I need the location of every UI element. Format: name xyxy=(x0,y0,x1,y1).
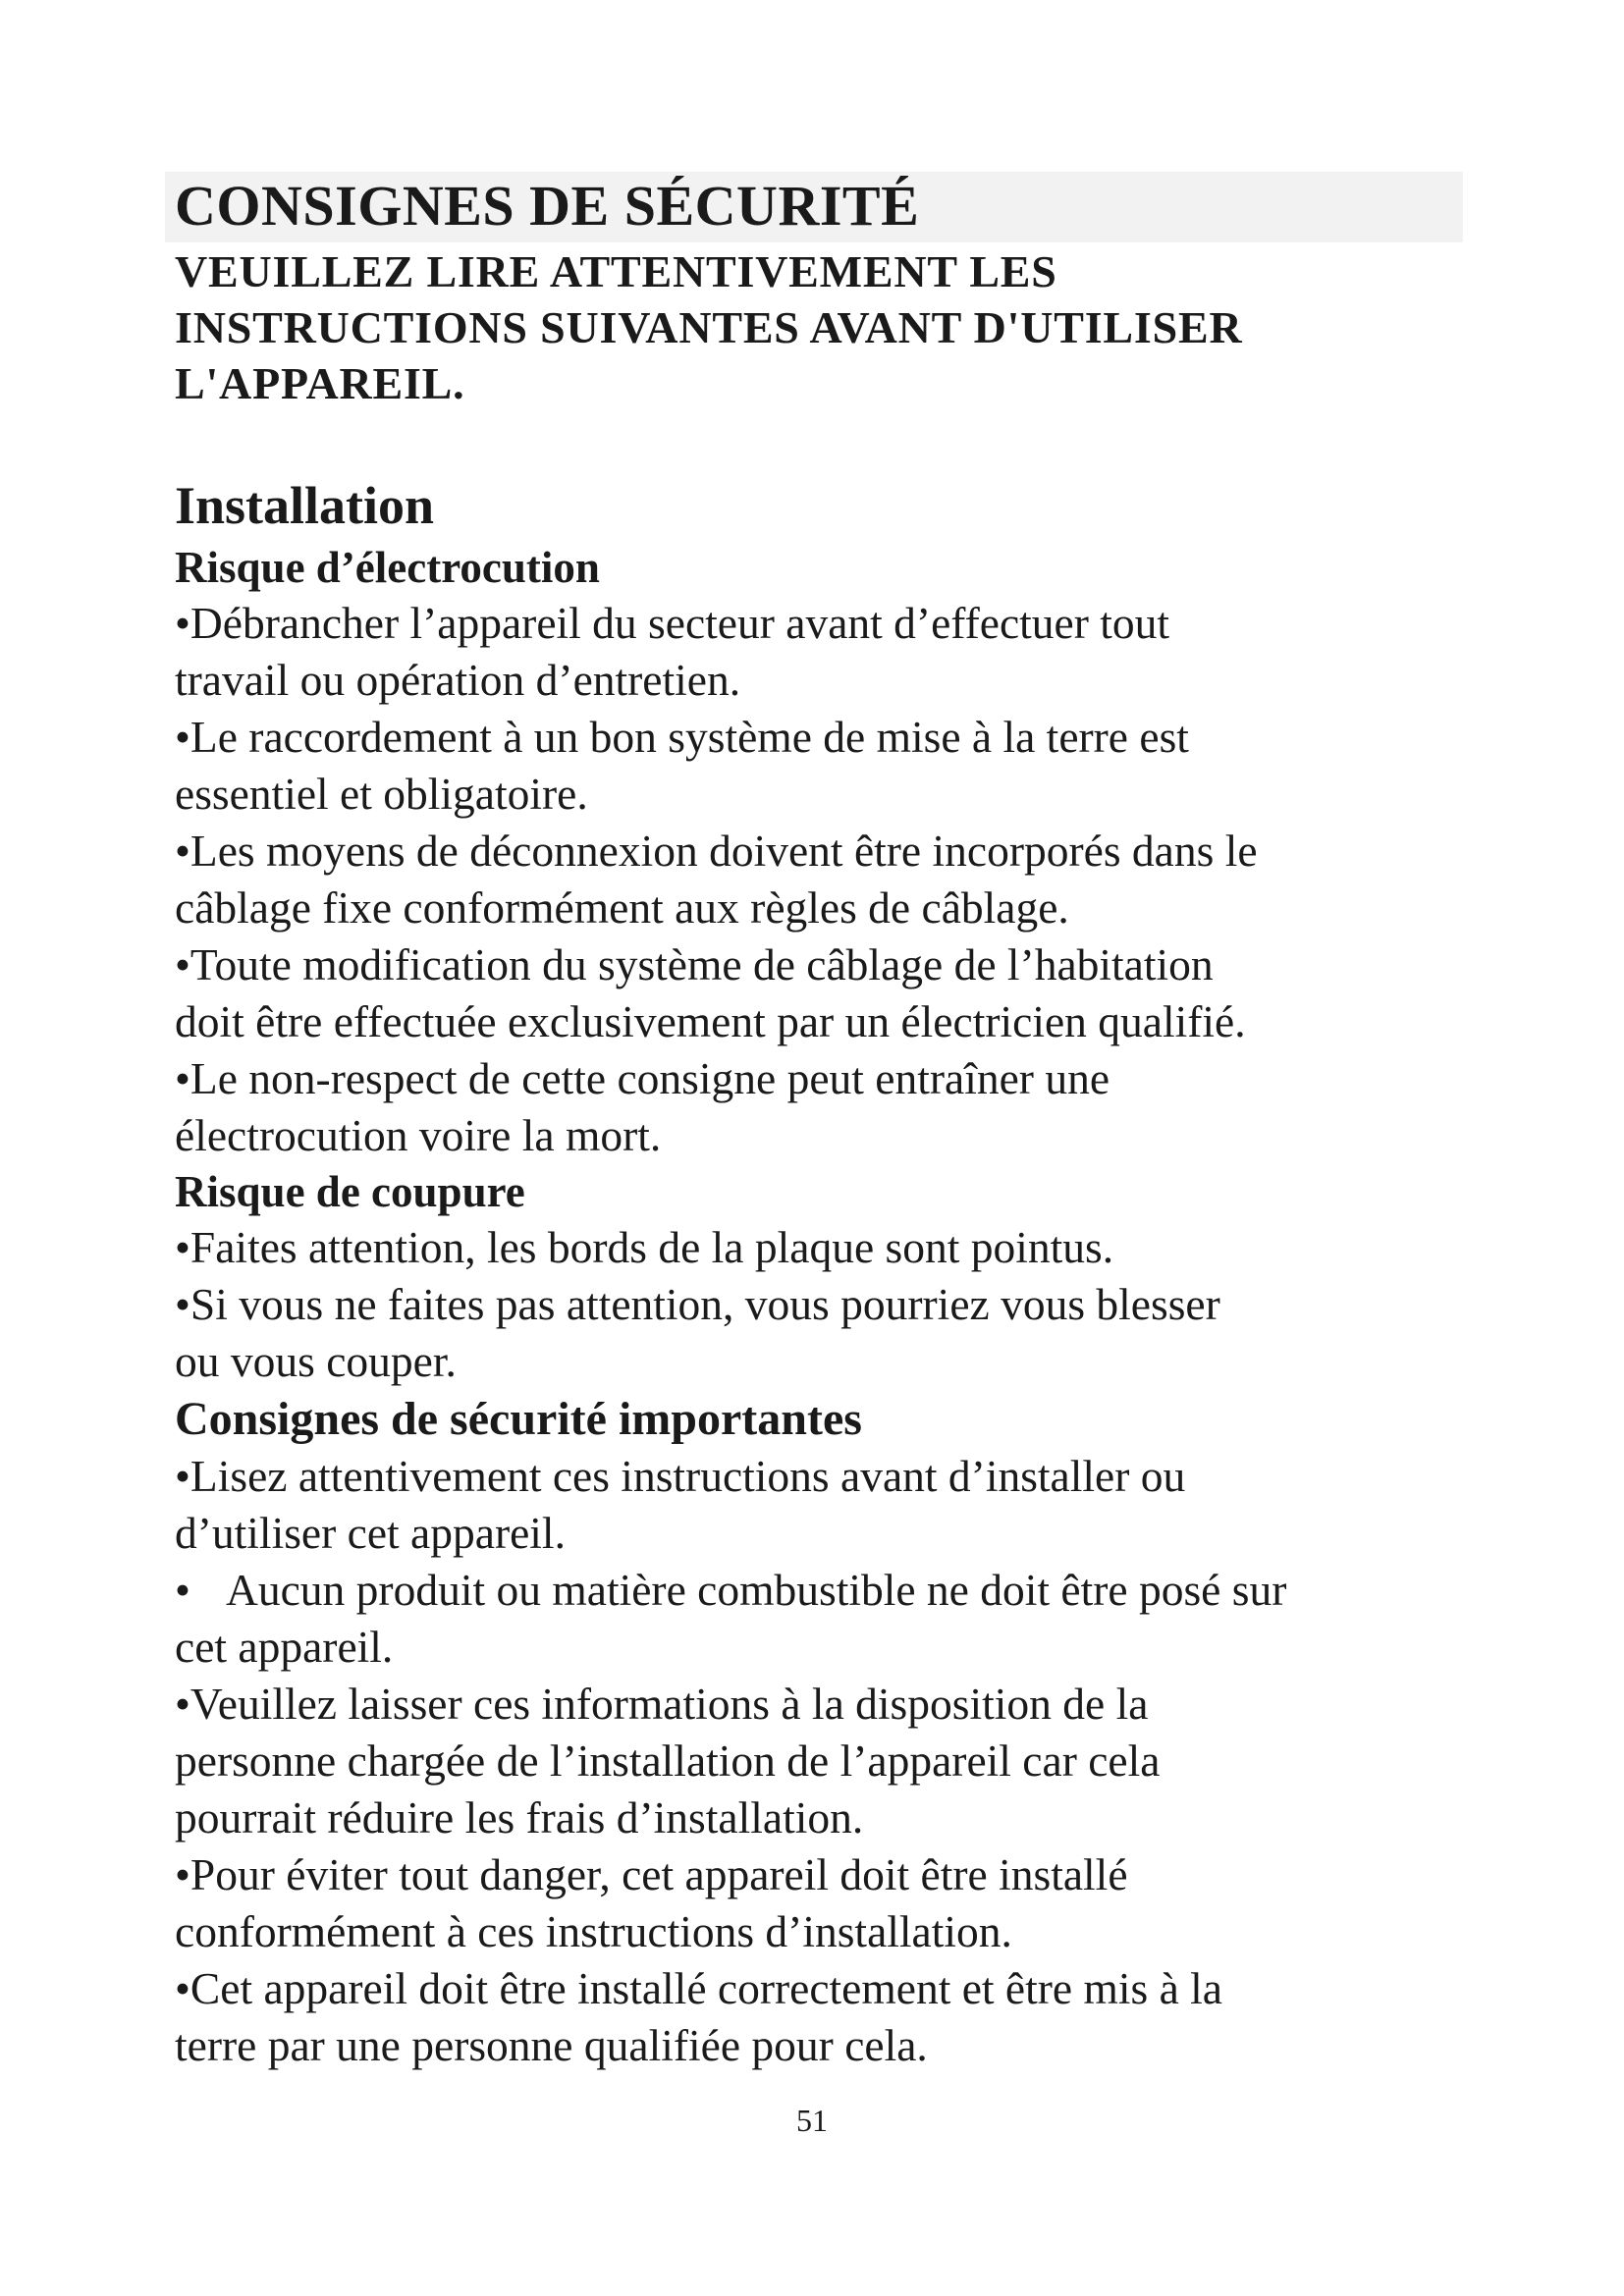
list-item xyxy=(175,1960,1471,2074)
list-item-line: •Les moyens de déconnexion doivent être incorporés dans le xyxy=(175,826,1258,876)
list-item-line: •Le non-respect de cette consigne peut entraîner une xyxy=(175,1053,1110,1103)
list-item-text: Aucun produit ou matière combustible ne doit être posé sur xyxy=(226,1565,1287,1615)
list-item xyxy=(175,1676,1471,1846)
list-item xyxy=(175,1846,1471,1960)
subheading-important-safety: Consignes de sécurité importantes xyxy=(175,1393,862,1445)
list-item-line: •Cet appareil doit être installé correctement et être mis à la xyxy=(175,1963,1223,2013)
list-item-line: terre par une personne qualifiée pour cela. xyxy=(175,2020,928,2070)
list-item-line: d’utiliser cet appareil. xyxy=(175,1508,566,1558)
list-item-line: •Toute modification du système de câblage de l’habitation xyxy=(175,939,1214,989)
list-item-line: doit être effectuée exclusivement par un électricien qualifié. xyxy=(175,996,1246,1046)
list-item-line: câblage fixe conformément aux règles de câblage. xyxy=(175,882,1069,933)
list-item xyxy=(175,1448,1471,1562)
page-number: 51 xyxy=(796,2103,828,2138)
list-item-line: •Pour éviter tout danger, cet appareil doit être installé xyxy=(175,1849,1128,1899)
list-item-line xyxy=(175,1562,1471,1619)
list-item-line: •Le raccordement à un bon système de mise à la terre est xyxy=(175,712,1189,762)
warning-subtitle xyxy=(175,243,1451,411)
important-safety-list xyxy=(175,1448,1471,2074)
shock-risk-list xyxy=(175,595,1471,1164)
list-item xyxy=(175,936,1471,1050)
list-item xyxy=(175,1562,1471,1676)
list-item-line: •Lisez attentivement ces instructions avant d’installer ou xyxy=(175,1451,1186,1501)
list-item xyxy=(175,709,1471,823)
subtitle-line: INSTRUCTIONS SUIVANTES AVANT D'UTILISER xyxy=(175,302,1243,352)
bullet-glyph: • xyxy=(175,1565,190,1615)
list-item-line: électrocution voire la mort. xyxy=(175,1110,662,1160)
list-item-line: •Veuillez laisser ces informations à la disposition de la xyxy=(175,1679,1149,1729)
subheading-cut-risk: Risque de coupure xyxy=(175,1167,525,1216)
list-item xyxy=(175,1219,1471,1276)
page-title: CONSIGNES DE SÉCURITÉ xyxy=(175,174,920,238)
subtitle-line: VEUILLEZ LIRE ATTENTIVEMENT LES xyxy=(175,246,1057,296)
list-item-line: •Si vous ne faites pas attention, vous pourriez vous blesser xyxy=(175,1279,1220,1329)
main-content xyxy=(175,471,1471,2074)
cut-risk-list xyxy=(175,1219,1471,1390)
list-item-line: travail ou opération d’entretien. xyxy=(175,655,741,705)
subtitle-line: L'APPAREIL. xyxy=(175,358,465,408)
list-item-line: conformément à ces instructions d’installation. xyxy=(175,1906,1012,1956)
list-item-line: essentiel et obligatoire. xyxy=(175,769,588,819)
subheading-shock-risk: Risque d’électrocution xyxy=(175,543,600,592)
section-heading-installation: Installation xyxy=(175,476,435,535)
list-item-line: pourrait réduire les frais d’installation. xyxy=(175,1792,864,1842)
list-item xyxy=(175,1050,1471,1164)
list-item-line: cet appareil. xyxy=(175,1622,394,1672)
list-item xyxy=(175,823,1471,936)
list-item-line: •Débrancher l’appareil du secteur avant d’effectuer tout xyxy=(175,598,1170,648)
list-item xyxy=(175,595,1471,709)
list-item xyxy=(175,1276,1471,1390)
list-item-line: •Faites attention, les bords de la plaque sont pointus. xyxy=(175,1222,1114,1272)
list-item-line: ou vous couper. xyxy=(175,1336,457,1386)
list-item-line: personne chargée de l’installation de l’appareil car cela xyxy=(175,1735,1161,1786)
